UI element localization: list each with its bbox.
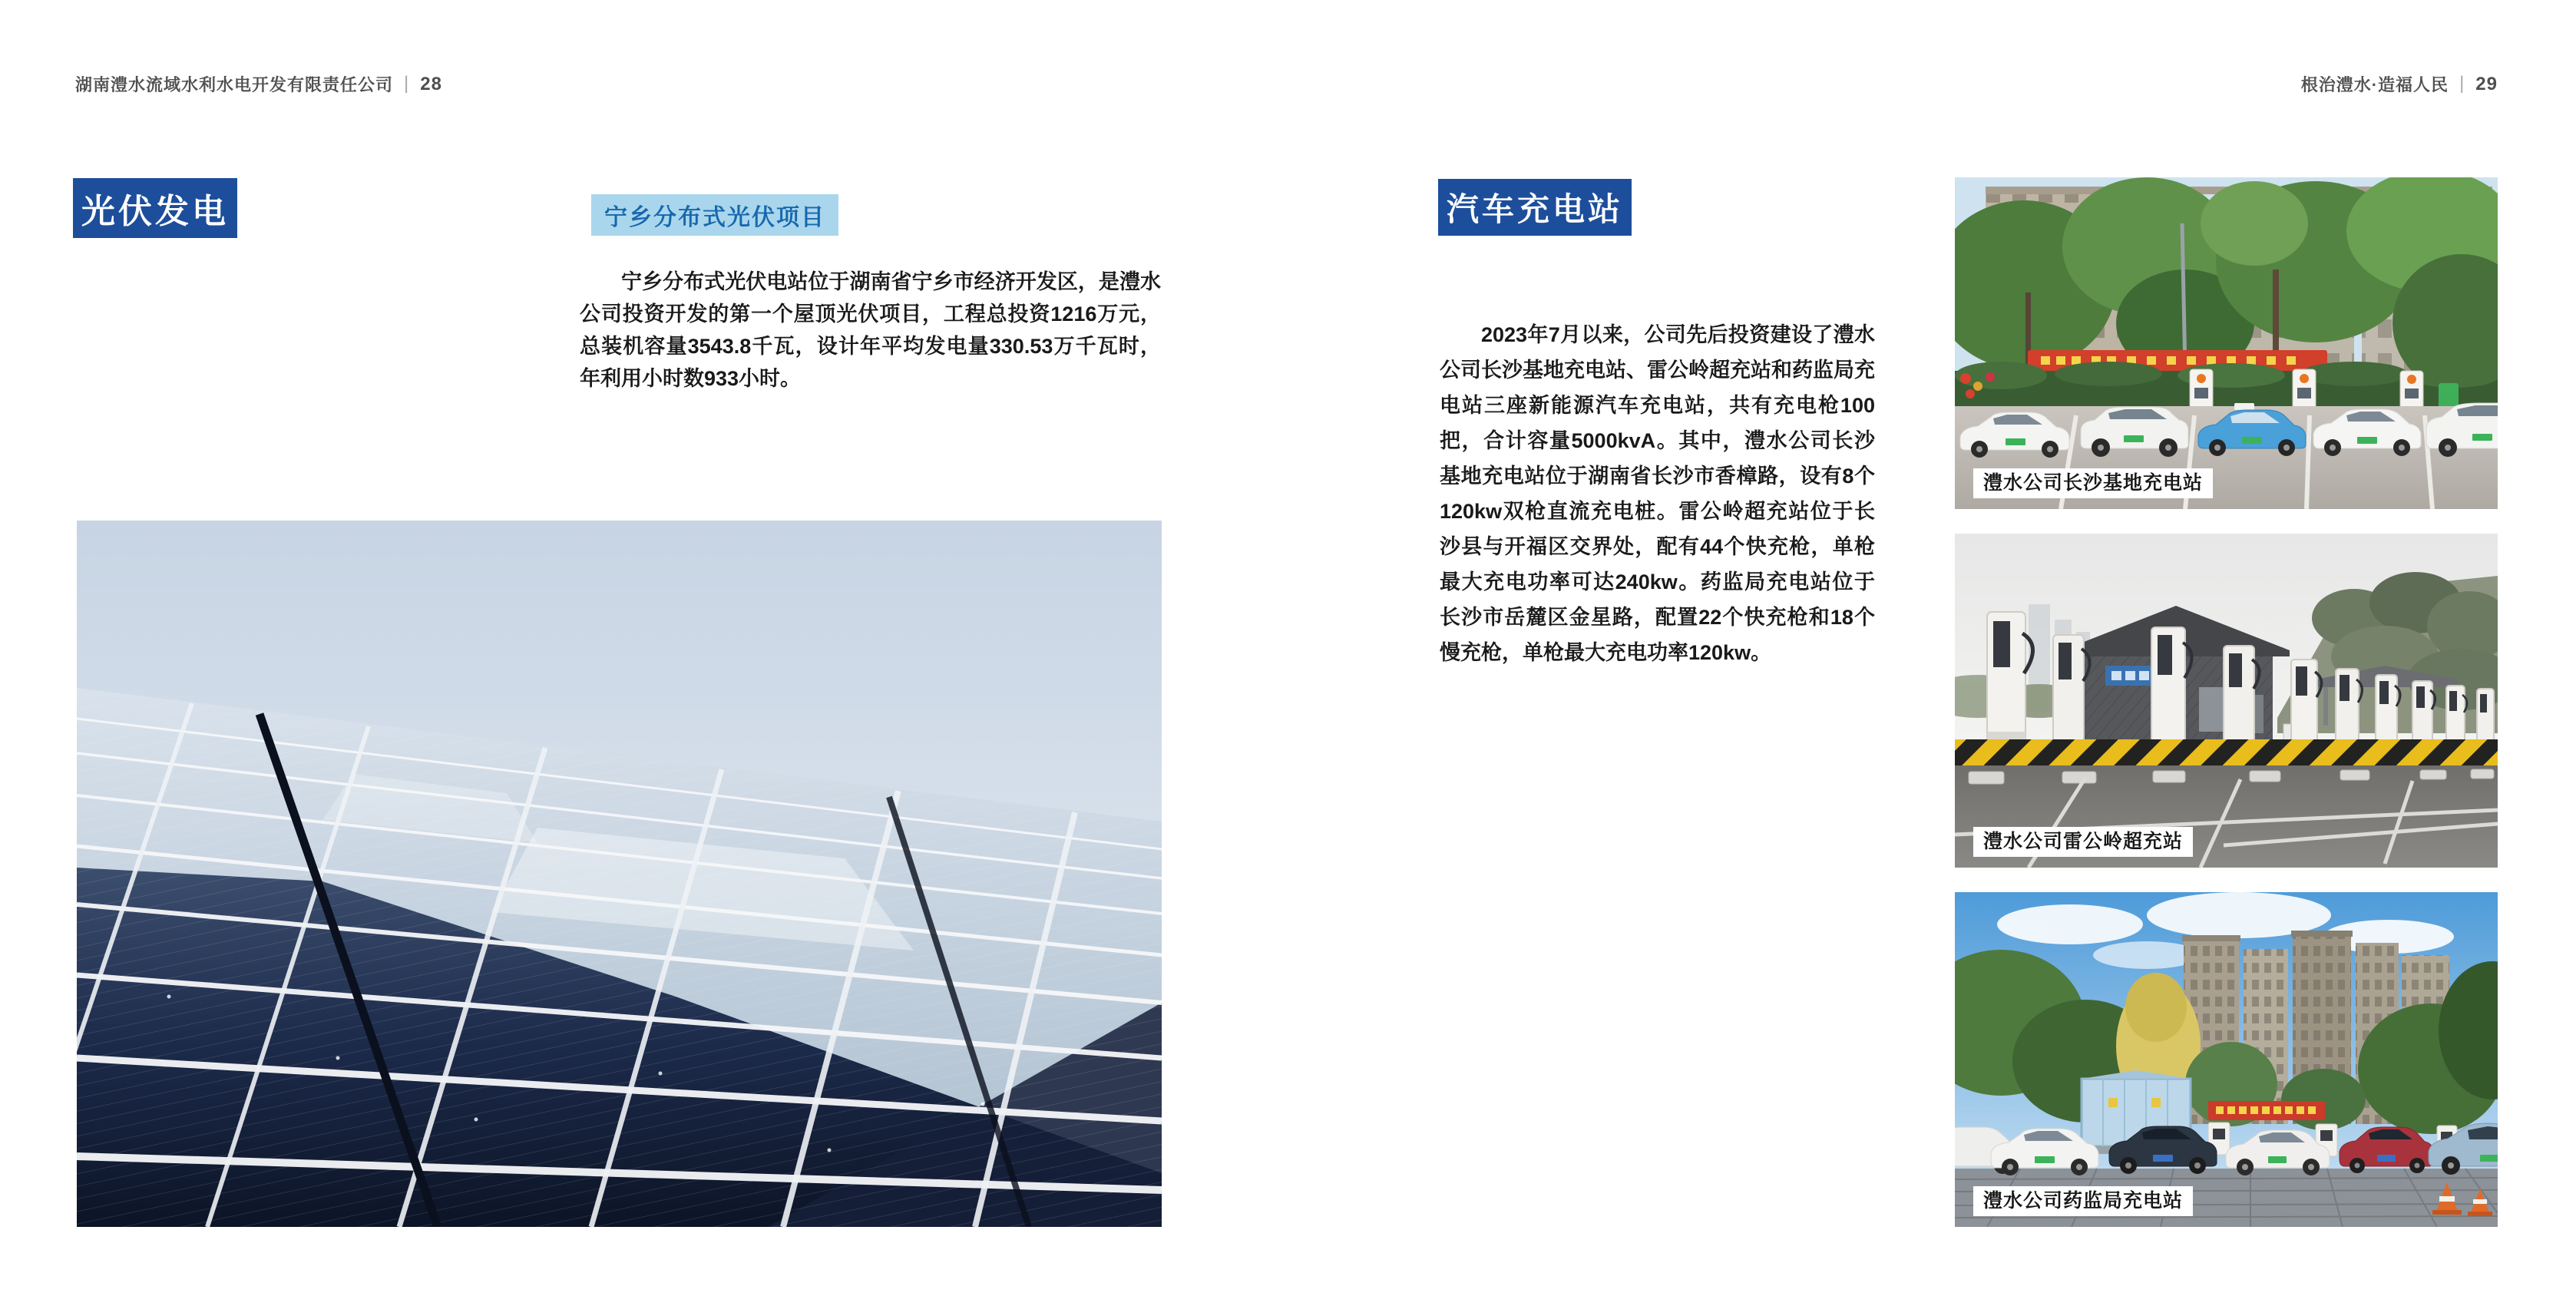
charger-pile xyxy=(2151,627,2192,742)
charger-pile xyxy=(2224,646,2260,742)
charger-pile xyxy=(1987,612,2033,742)
section-badge-photovoltaic: 光伏发电 xyxy=(73,178,237,238)
slogan: 根治澧水·造福人民 xyxy=(2300,75,2449,94)
pv-paragraph: 宁乡分布式光伏电站位于湖南省宁乡市经济开发区，是澧水公司投资开发的第一个屋顶光伏项目，工程总投资1216万元，总装机容量3543.8千瓦，设计年平均发电量330.53万千瓦时，年利用小时数933小时。 xyxy=(580,270,1161,390)
page-number-left: 28 xyxy=(420,73,442,94)
photo-caption: 澧水公司长沙基地充电站 xyxy=(1973,468,2213,498)
photo-caption: 澧水公司药监局充电站 xyxy=(1973,1186,2193,1216)
photo-caption: 澧水公司雷公岭超充站 xyxy=(1973,827,2193,857)
running-header-right xyxy=(2301,72,2498,96)
photo-yaojianju-station xyxy=(1955,892,2498,1227)
charger-pile xyxy=(2053,635,2090,742)
changsha-station-illustration xyxy=(1955,177,2498,509)
charger-pile xyxy=(2446,686,2467,742)
charger-pile xyxy=(2336,669,2363,742)
hazard-barrier xyxy=(1955,739,2498,767)
header-divider: | xyxy=(404,72,410,94)
leigongling-station-illustration xyxy=(1955,534,2498,868)
charger-pile xyxy=(2376,675,2400,742)
charger-pile xyxy=(2477,689,2494,742)
photo-leigongling-station xyxy=(1955,534,2498,868)
rooftop-solar-illustration xyxy=(77,521,1162,1227)
red-banner xyxy=(2208,1101,2325,1120)
charger-pile xyxy=(2291,660,2322,742)
yaojianju-station-illustration xyxy=(1955,892,2498,1227)
charger-pile xyxy=(2412,681,2435,742)
subsection-title-ningxiang-pv: 宁乡分布式光伏项目 xyxy=(591,194,838,236)
company-name: 湖南澧水流域水利水电开发有限责任公司 xyxy=(75,75,394,94)
ev-paragraph: 2023年7月以来，公司先后投资建设了澧水公司长沙基地充电站、雷公岭超充站和药监局充电站三座新能源汽车充电站，共有充电枪100把，合计容量5000kvA。其中，澧水公司长沙基地充电站位于湖南省长沙市香樟路，设有8个120kw双枪直流充电桩。雷公岭超充站位于长沙县与开福区交界处，配有44个快充枪，单枪最大充电功率可达240kw。药监局充电站位于长沙市岳麓区金星路，配置22个快充枪和18个慢充枪，单枪最大充电功率120kw。 xyxy=(1440,323,1875,664)
running-header-left xyxy=(75,72,442,96)
rooftop-solar-photo xyxy=(77,521,1162,1227)
photo-changsha-base-station xyxy=(1955,177,2498,509)
section-badge-ev-charging: 汽车充电站 xyxy=(1438,179,1632,236)
page-number-right: 29 xyxy=(2475,73,2498,94)
header-divider: | xyxy=(2459,72,2465,94)
